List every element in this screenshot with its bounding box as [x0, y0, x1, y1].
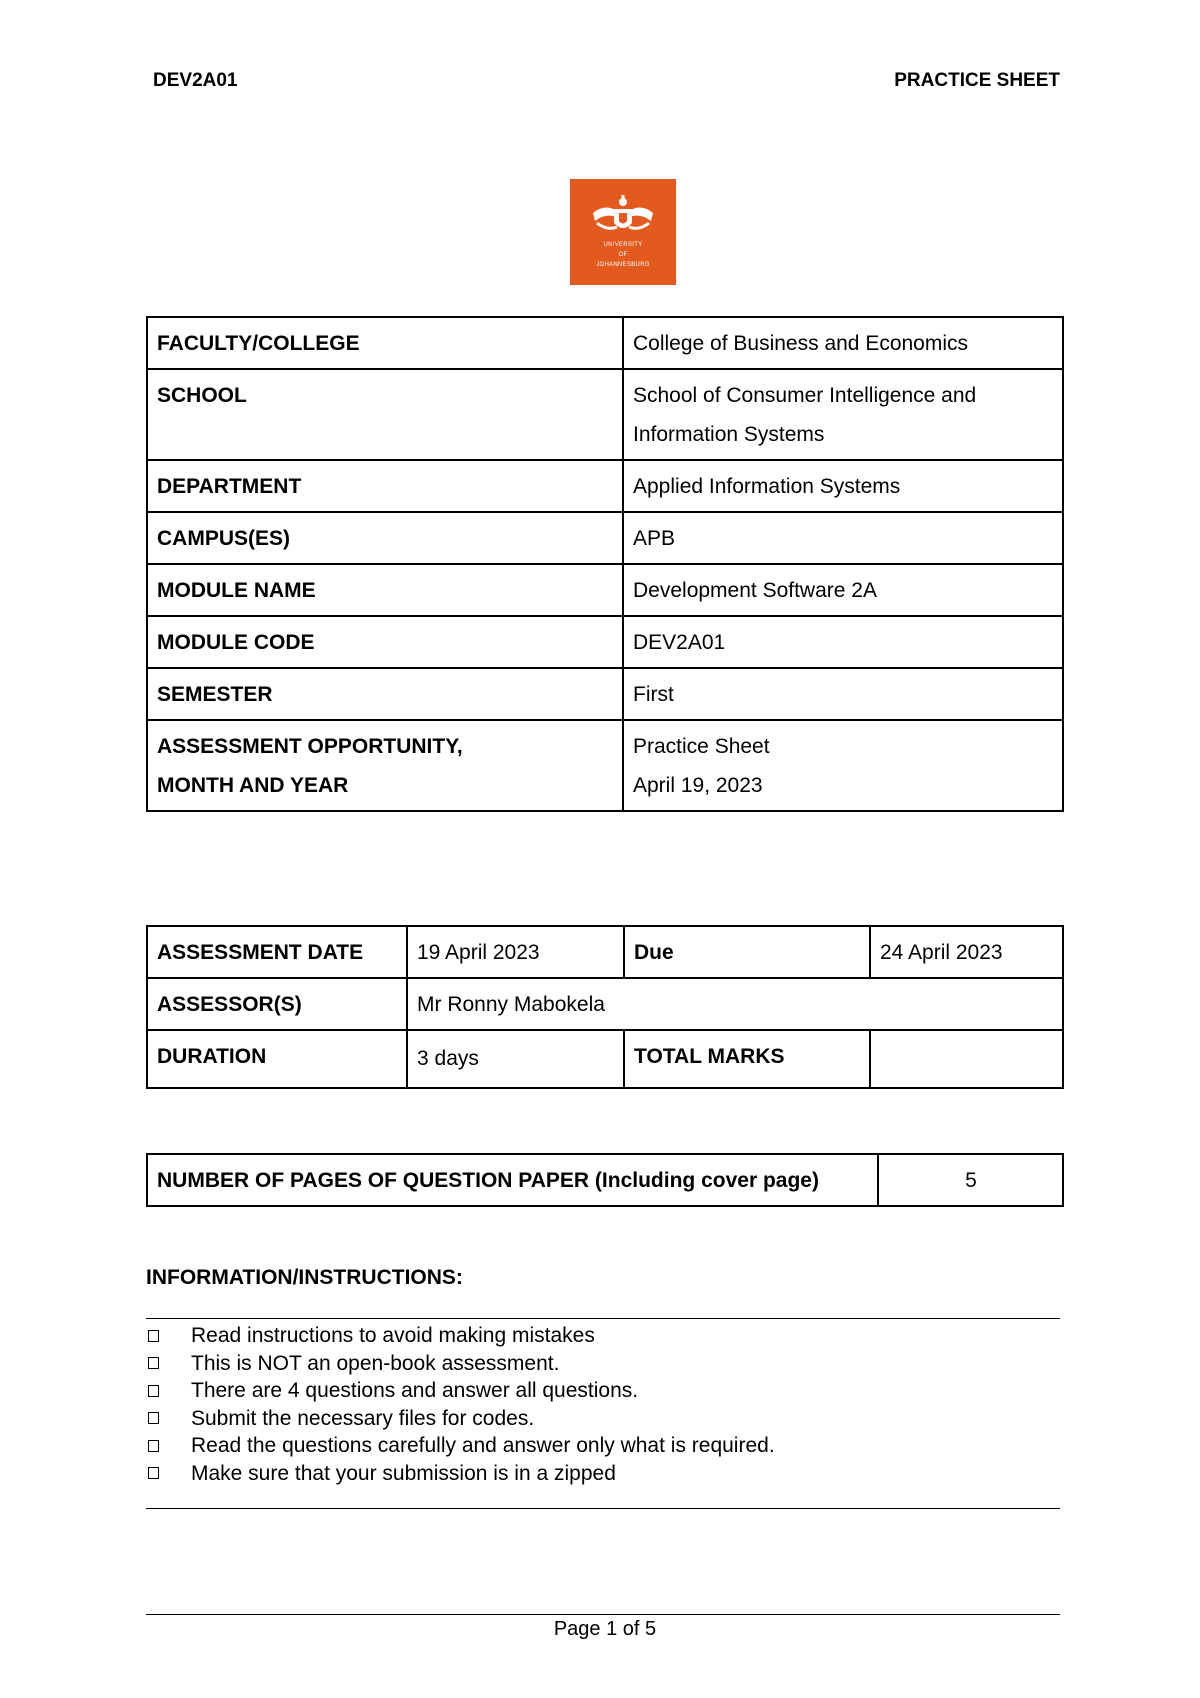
university-logo: [570, 179, 676, 285]
crest-icon: [583, 193, 663, 239]
logo-text-line-1: UNIVERSITY: [603, 242, 643, 248]
module-name-label: MODULE NAME: [147, 564, 623, 616]
duration-label: DURATION: [147, 1030, 407, 1088]
list-item: [146, 1322, 775, 1350]
list-item: [146, 1350, 775, 1378]
total-marks-value: [870, 1030, 1063, 1088]
assessment-opportunity-value-line-1: Practice Sheet: [633, 735, 770, 758]
table-row: [147, 369, 1063, 460]
table-row: [147, 564, 1063, 616]
assessment-opportunity-label-line-1: ASSESSMENT OPPORTUNITY,: [157, 735, 463, 758]
semester-label: SEMESTER: [147, 668, 623, 720]
campus-label: CAMPUS(ES): [147, 512, 623, 564]
page-count-value: 5: [878, 1154, 1063, 1206]
table-row: [147, 317, 1063, 369]
page-number: Page 1 of 5: [553, 1618, 657, 1640]
school-label: SCHOOL: [147, 369, 623, 460]
list-item: [146, 1377, 775, 1405]
module-name-value: Development Software 2A: [623, 564, 1063, 616]
table-row: [147, 616, 1063, 668]
page-count-table: [146, 1153, 1064, 1207]
list-item: [146, 1432, 775, 1460]
instructions-title: INFORMATION/INSTRUCTIONS:: [146, 1266, 463, 1289]
divider: [146, 1318, 1060, 1319]
table-row: [147, 926, 1063, 978]
table-row: [147, 460, 1063, 512]
assessment-opportunity-label: [147, 720, 623, 811]
school-value-line-1: School of Consumer Intelligence and: [633, 384, 977, 407]
list-item: [146, 1405, 775, 1433]
divider: [146, 1508, 1060, 1509]
assessment-date-label: ASSESSMENT DATE: [147, 926, 407, 978]
table-row: [147, 1154, 1063, 1206]
faculty-label: FACULTY/COLLEGE: [147, 317, 623, 369]
department-label: DEPARTMENT: [147, 460, 623, 512]
table-row: [147, 978, 1063, 1030]
checkbox-icon: [148, 1412, 159, 1424]
assessor-label: ASSESSOR(S): [147, 978, 407, 1030]
campus-value: APB: [623, 512, 1063, 564]
checkbox-icon: [148, 1467, 159, 1479]
due-label: Due: [624, 926, 870, 978]
instruction-text: Make sure that your submission is in a zipped: [191, 1461, 616, 1485]
logo-text-line-3: JOHANNESBURG: [596, 262, 650, 268]
assessment-opportunity-value: [623, 720, 1063, 811]
page-count-label: NUMBER OF PAGES OF QUESTION PAPER (Including cover page): [147, 1154, 878, 1206]
duration-value: [407, 1030, 624, 1088]
instructions-list: [146, 1322, 775, 1487]
header-module-code: DEV2A01: [153, 70, 238, 91]
total-marks-label: TOTAL MARKS: [624, 1030, 870, 1088]
header-document-type: PRACTICE SHEET: [894, 70, 1060, 91]
footer-divider: [146, 1614, 1060, 1615]
semester-value: First: [623, 668, 1063, 720]
duration-value-text: 3 days: [417, 1047, 479, 1070]
instruction-text: Read instructions to avoid making mistakes: [191, 1324, 595, 1347]
checkbox-icon: [148, 1440, 159, 1452]
assessment-date-value: 19 April 2023: [407, 926, 624, 978]
due-value: 24 April 2023: [870, 926, 1063, 978]
instruction-text: This is NOT an open-book assessment.: [191, 1351, 560, 1375]
checkbox-icon: [148, 1357, 159, 1369]
checkbox-icon: [148, 1330, 159, 1342]
list-item: [146, 1460, 775, 1488]
instruction-text: There are 4 questions and answer all questions.: [191, 1379, 639, 1402]
assessment-opportunity-label-line-2: MONTH AND YEAR: [157, 774, 349, 797]
assessment-opportunity-value-line-2: April 19, 2023: [633, 774, 763, 797]
table-row: [147, 512, 1063, 564]
school-value: [623, 369, 1063, 460]
school-value-line-2: Information Systems: [633, 423, 825, 446]
instruction-text: Read the questions carefully and answer only what is required.: [191, 1434, 775, 1457]
instruction-text: Submit the necessary files for codes.: [191, 1406, 535, 1430]
checkbox-icon: [148, 1385, 159, 1397]
module-details-table: [146, 316, 1064, 812]
logo-text-line-2: OF: [618, 252, 628, 258]
department-value: Applied Information Systems: [623, 460, 1063, 512]
faculty-value: College of Business and Economics: [623, 317, 1063, 369]
table-row: [147, 720, 1063, 811]
module-code-label: MODULE CODE: [147, 616, 623, 668]
table-row: [147, 668, 1063, 720]
assessment-info-table: [146, 925, 1064, 1089]
assessor-value: Mr Ronny Mabokela: [407, 978, 1063, 1030]
module-code-value: DEV2A01: [623, 616, 1063, 668]
table-row: [147, 1030, 1063, 1088]
